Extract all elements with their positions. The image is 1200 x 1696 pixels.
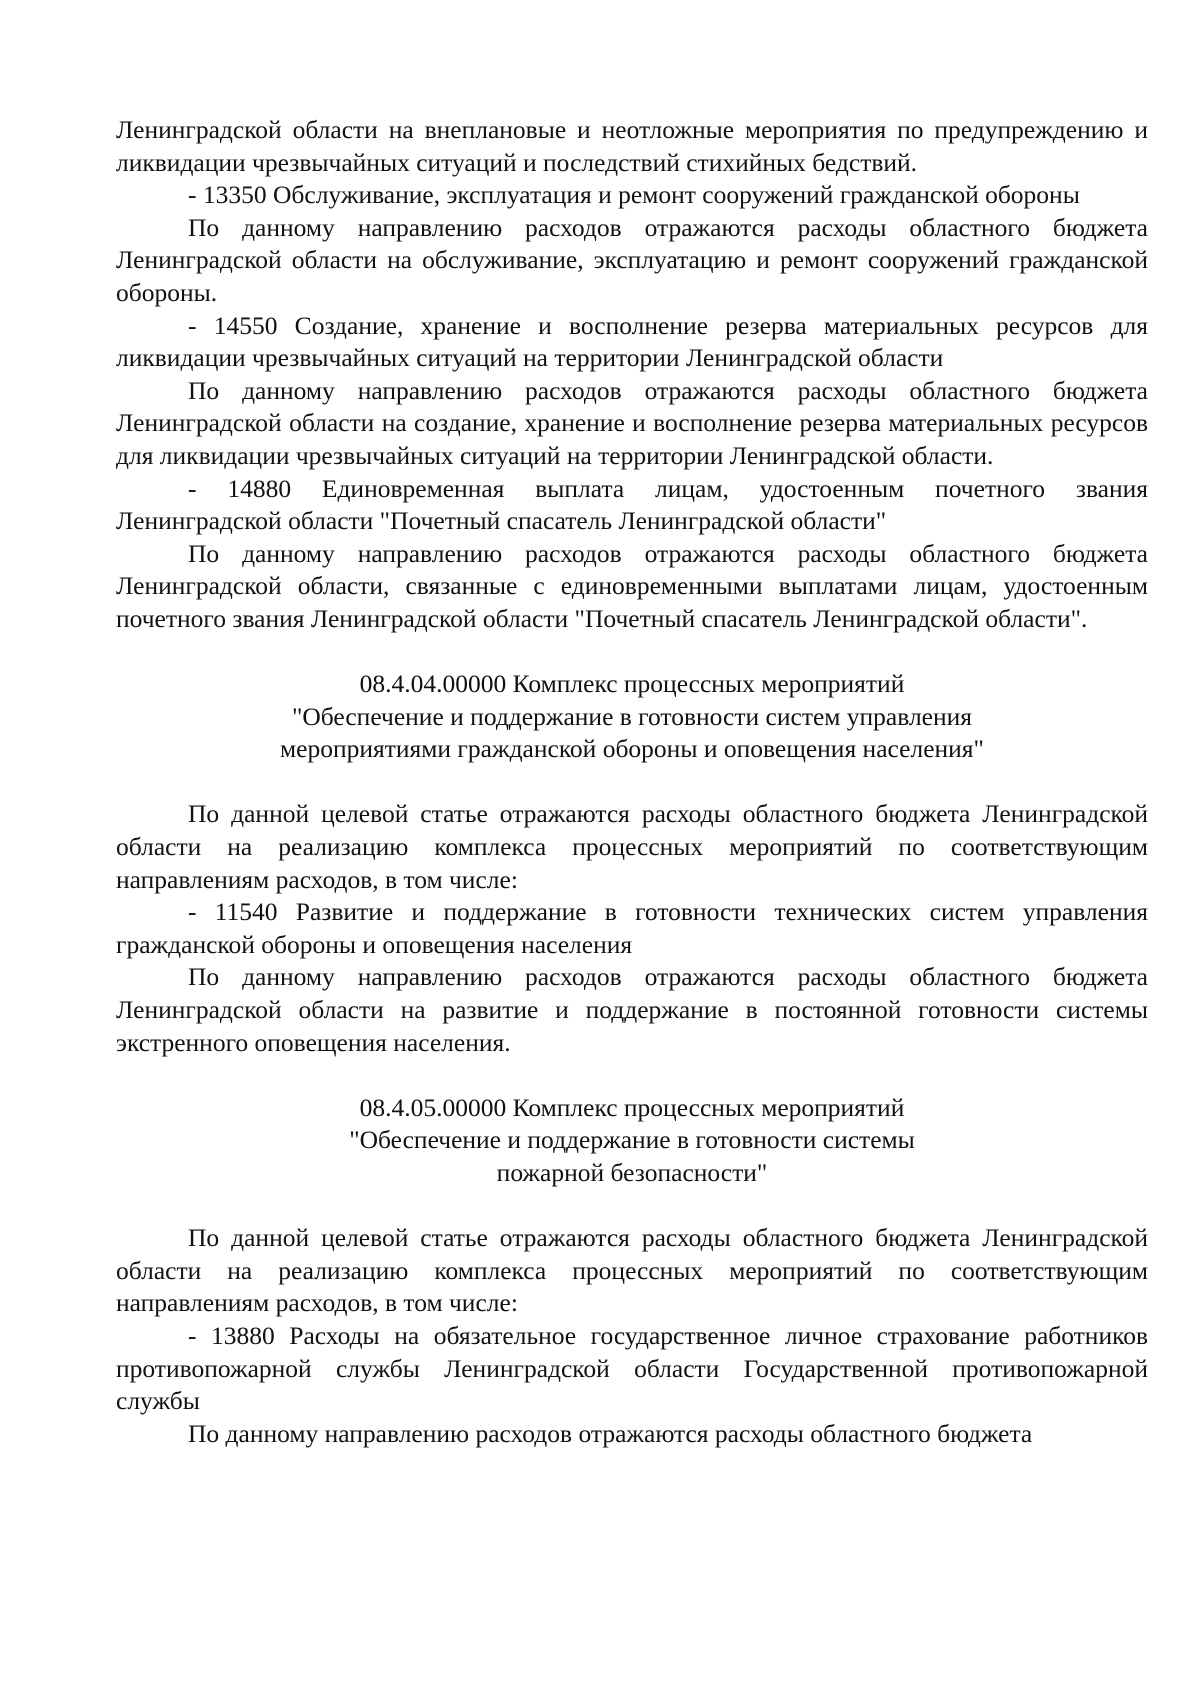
item-14880-title: - 14880 Единовременная выплата лицам, удостоенным почетного звания Ленинградской области "Почетный спасатель Ленинградской области"	[116, 473, 1148, 536]
item-13350-title: - 13350 Обслуживание, эксплуатация и ремонт сооружений гражданской обороны	[188, 180, 1080, 210]
heading-line: 08.4.05.00000 Комплекс процессных мероприятий	[359, 1092, 905, 1122]
item-14550-title: - 14550 Создание, хранение и восполнение резерва материальных ресурсов для ликвидации чрезвычайных ситуаций на территории Ленинградской области	[116, 310, 1148, 373]
heading-line: 08.4.04.00000 Комплекс процессных мероприятий	[359, 669, 905, 699]
paragraph: По данному направлению расходов отражаются расходы областного бюджета Ленинградской области, связанные с единовременными выплатами лицам, удостоенным почетного звания Ленинградской области "Почетный спасатель Ленинградской области".	[116, 538, 1148, 633]
item-11540-title: - 11540 Развитие и поддержание в готовности технических систем управления гражданской обороны и оповещения населения	[116, 897, 1148, 959]
paragraph: По данному направлению расходов отражаются расходы областного бюджета Ленинградской области на обслуживание, эксплуатацию и ремонт сооружений гражданской обороны.	[116, 212, 1148, 307]
heading-line: мероприятиями гражданской обороны и оповещения населения"	[280, 734, 984, 764]
paragraph: По данной целевой статье отражаются расходы областного бюджета Ленинградской области на реализацию комплекса процессных мероприятий по соответствующим направлениям расходов, в том числе:	[116, 1223, 1148, 1318]
heading-line: пожарной безопасности"	[496, 1158, 768, 1187]
paragraph: По данной целевой статье отражаются расходы областного бюджета Ленинградской области на реализацию комплекса процессных мероприятий по соответствующим направлениям расходов, в том числе:	[116, 799, 1148, 894]
paragraph: По данному направлению расходов отражаются расходы областного бюджета Ленинградской области на создание, хранение и восполнение резерва материальных ресурсов для ликвидации чрезвычайных ситуаций на территории Ленинградской области.	[116, 375, 1148, 470]
spacer	[116, 636, 1148, 669]
item-13880-title: - 13880 Расходы на обязательное государственное личное страхование работников противопожарной службы Ленинградской области Государственной противопожарной службы	[116, 1320, 1148, 1416]
section-heading-08-4-05	[116, 1092, 1148, 1190]
paragraph: По данному направлению расходов отражаются расходы областного бюджета	[188, 1418, 1033, 1448]
spacer	[116, 766, 1148, 799]
spacer	[116, 1059, 1148, 1092]
document-page	[116, 114, 1148, 1450]
section-heading-08-4-04	[116, 668, 1148, 766]
paragraph: По данному направлению расходов отражаются расходы областного бюджета Ленинградской области на развитие и поддержание в постоянной готовности системы экстренного оповещения населения.	[116, 962, 1148, 1057]
heading-line: "Обеспечение и поддержание в готовности системы	[349, 1125, 915, 1155]
paragraph: Ленинградской области на внеплановые и неотложные мероприятия по предупреждению и ликвидации чрезвычайных ситуаций и последствий стихийных бедствий.	[116, 115, 1148, 177]
spacer	[116, 1190, 1148, 1223]
heading-line: "Обеспечение и поддержание в готовности систем управления	[291, 701, 973, 731]
